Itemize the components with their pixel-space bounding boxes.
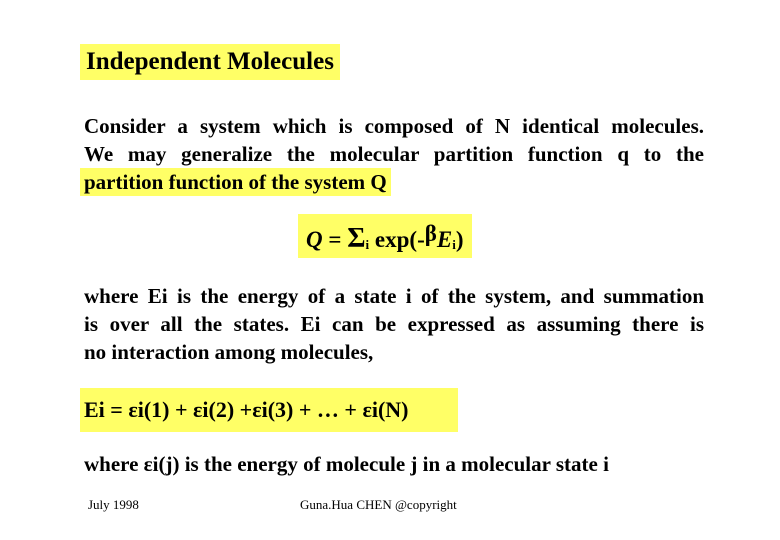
- sigma-symbol: Σ: [347, 223, 366, 254]
- formula1-energy: E: [436, 227, 453, 252]
- formula1-lhs: Q: [306, 227, 323, 252]
- beta-symbol: β: [424, 221, 437, 246]
- footer-author: Guna.Hua CHEN @copyright: [300, 497, 457, 512]
- intro-line-3: partition function of the system Q: [80, 168, 391, 196]
- energy-sum-formula: Ei = εi(1) + εi(2) +εi(3) + … + εi(N): [80, 388, 458, 432]
- formula1-close: ): [455, 227, 464, 252]
- explanation-line-2: is over all the states. Ei can be expressed as assuming there is: [84, 312, 704, 336]
- slide-title: Independent Molecules: [80, 44, 340, 80]
- footer-date: July 1998: [88, 497, 139, 512]
- intro-line-1: Consider a system which is composed of N identical molecules.: [84, 114, 704, 138]
- intro-line-2: We may generalize the molecular partition function q to the: [84, 142, 704, 166]
- explanation-line-1: where Ei is the energy of a state i of the system, and summation: [84, 284, 704, 308]
- intro-paragraph: [84, 112, 704, 196]
- explanation-paragraph: [84, 282, 704, 366]
- explanation-line-3: no interaction among molecules,: [84, 340, 374, 364]
- sigma-subscript: i: [365, 237, 370, 252]
- partition-function-formula: [298, 214, 472, 258]
- energy-subscript: i: [452, 237, 456, 252]
- definition-text: where εi(j) is the energy of molecule j in a molecular state i: [84, 452, 609, 476]
- formula1-exp: exp(-: [369, 227, 425, 252]
- formula1-equals: =: [322, 227, 348, 252]
